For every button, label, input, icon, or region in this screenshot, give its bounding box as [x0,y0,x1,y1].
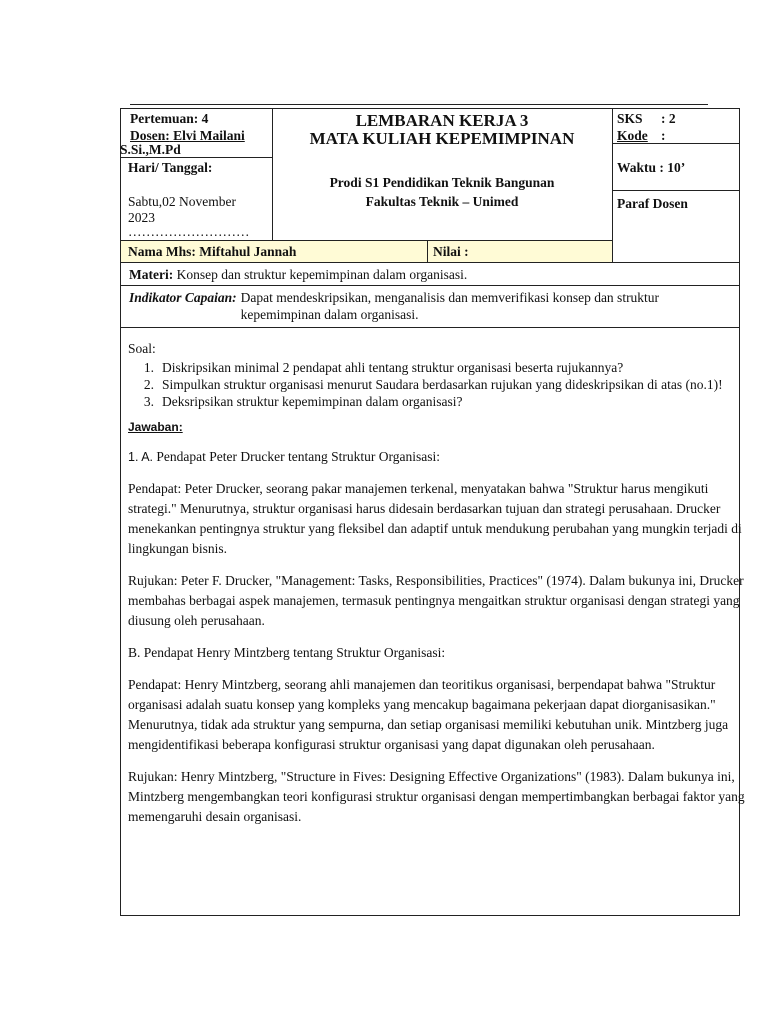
nilai-field: Nilai : [433,244,469,259]
materi-row [120,262,740,286]
hari-value-line1: Sabtu,02 November [128,194,236,209]
materi-label: Materi: [129,267,174,282]
top-rule [130,104,708,105]
jawaban-body [128,447,748,827]
header-right-border [739,108,740,262]
soal-item [128,359,739,376]
drucker-pendapat: Pendapat: Peter Drucker, seorang pakar manajemen terkenal, menyatakan bahwa "Struktur harus mengikuti strategi." Menurutnya, struktur organisasi harus didesain berdasarkan tujuan dan strategi perusahaan. Drucker menekankan pentingnya struktur yang fleksibel dan adaptif untuk mendukung perubahan yang mungkin terjadi di lingkungan bisnis. [128,481,742,556]
nama-label: Nama Mhs: [128,244,196,259]
soal-item [128,376,739,393]
paraf-dosen: Paraf Dosen [617,196,688,211]
soal-text: Simpulkan struktur organisasi menurut Saudara berdasarkan rujukan yang dideskripsikan di atas (no.1)! [162,377,723,392]
header-col-line-2 [612,108,613,262]
nama-mhs-field [128,243,296,260]
soal-section [128,340,739,410]
soal-number: 3. [143,394,154,409]
answer-box [120,328,745,916]
hari-dots: ……………………… [128,224,250,239]
materi-text: Konsep dan struktur kepemimpinan dalam organisasi. [176,267,468,282]
hari-value-line2: 2023 [128,210,155,225]
course-title: MATA KULIAH KEPEMIMPINAN [309,129,575,148]
soal-label: Soal: [128,341,156,356]
worksheet-title: LEMBARAN KERJA 3 [355,111,529,130]
nilai-cell-line [427,240,428,262]
name-row-top [120,240,612,241]
section-a-heading [128,447,748,467]
fakultas-name: Fakultas Teknik – Unimed [365,194,519,209]
jawaban-label: Jawaban: [128,420,183,434]
prodi-name: Prodi S1 Pendidikan Teknik Bangunan [329,175,555,190]
sks-label: SKS [617,111,643,126]
sks-field [617,110,676,127]
section-a-prefix: 1. A. [128,450,154,464]
pertemuan-field [130,110,208,127]
sks-value: : 2 [661,111,676,126]
soal-text: Deksripsikan struktur kepemimpinan dalam organisasi? [162,394,463,409]
drucker-rujukan: Rujukan: Peter F. Drucker, "Management: Tasks, Responsibilities, Practices" (1974). Dalam bukunya ini, Drucker membahas berbagai aspek manajemen, termasuk pentingnya mengaitkan struktur organisasi dengan strategi yang diusung oleh perusahaan. [128,573,744,628]
pertemuan-value: 4 [201,111,209,126]
hari-label: Hari/ Tanggal: [128,160,213,175]
indikator-text: Dapat mendeskripsikan, menganalisis dan memverifikasi konsep dan struktur kepemimpinan dalam organisasi. [240,290,660,322]
soal-text: Diskripsikan minimal 2 pendapat ahli tentang struktur organisasi beserta rujukannya? [162,360,624,375]
kode-value: : [661,128,666,143]
soal-number: 2. [143,377,154,392]
nama-value: Miftahul Jannah [199,244,297,259]
soal-list [128,359,739,410]
dosen-title: S.Si.,M.Pd [120,142,181,157]
header-left-border [120,108,121,262]
section-b-heading: B. Pendapat Henry Mintzberg tentang Struktur Organisasi: [128,645,446,660]
kode-label: Kode [617,128,648,143]
mintzberg-rujukan: Rujukan: Henry Mintzberg, "Structure in Fives: Designing Effective Organizations" (1983). Dalam bukunya ini, Mintzberg mengembangkan teori konfigurasi struktur organisasi dengan mempertimbangkan berbagai faktor yang memengaruhi desain organisasi. [128,769,745,824]
soal-item [128,393,739,410]
section-a-title: Pendapat Peter Drucker tentang Struktur Organisasi: [156,449,440,464]
soal-number: 1. [143,360,154,375]
indikator-row [120,286,740,328]
right-col-divider-2 [612,190,740,191]
dosen-label: Dosen: [130,128,170,143]
pertemuan-label: Pertemuan: [130,111,199,126]
indikator-label: Indikator Capaian: [129,290,237,305]
header-top-border [120,108,740,109]
mintzberg-pendapat: Pendapat: Henry Mintzberg, seorang ahli manajemen dan teoritikus organisasi, berpendapat bahwa "Struktur organisasi adalah suatu konsep yang kompleks yang mencakup bagaimana pekerjaan dapat diorganisasikan." Menurutnya, tidak ada struktur yang sempurna, dan setiap organisasi memiliki kebutuhan unik. Mintzberg juga mengidentifikasi beberapa konfigurasi struktur organisasi yang dapat digunakan oleh perusahaan. [128,677,729,752]
kode-field [617,127,666,144]
dosen-value: Elvi Mailani [173,128,245,143]
waktu-field: Waktu : 10’ [617,160,686,175]
